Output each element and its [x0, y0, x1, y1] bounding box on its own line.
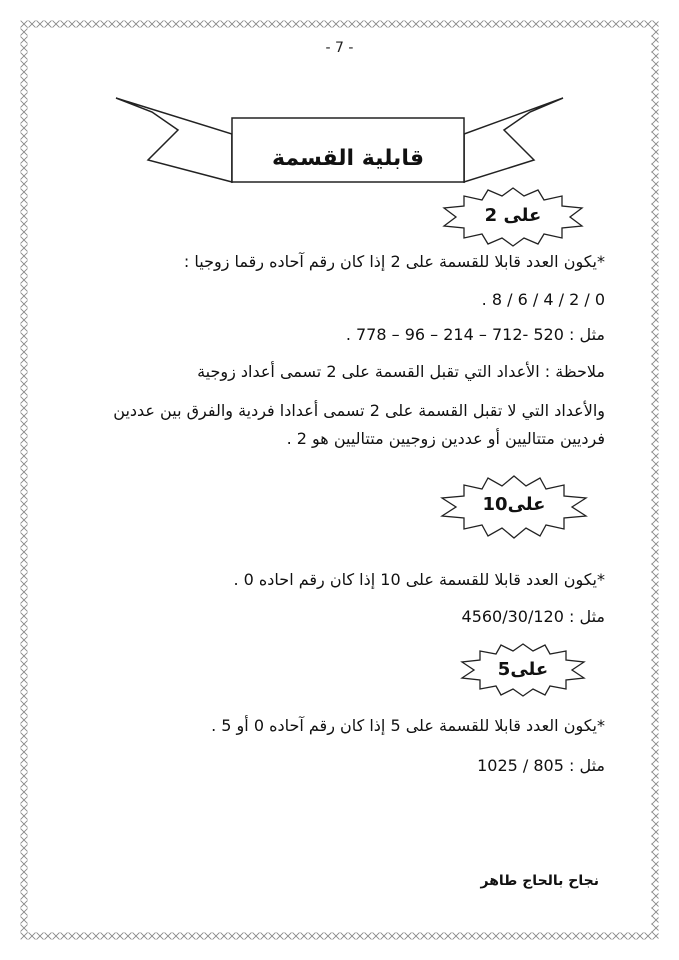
page-number: - 7 -	[325, 40, 354, 56]
rule-div5: *يكون العدد قابلا للقسمة على 5 إذا كان رقم آحاده 0 أو 5 .	[211, 716, 605, 735]
author-signature: نجاح بالحاج طاهر	[480, 873, 599, 889]
even-digits: 0 / 2 / 4 / 6 / 8 .	[481, 290, 605, 309]
example-div10: مثل : 4560/30/120	[461, 607, 605, 626]
section-label-div10: على10	[482, 494, 546, 515]
rule-div10: *يكون العدد قابلا للقسمة على 10 إذا كان رقم احاده 0 .	[233, 570, 605, 589]
example-div5: مثل : 805 / 1025	[477, 756, 605, 775]
note-odd-numbers: والأعداد التي لا تقبل القسمة على 2 تسمى أعدادا فردية والفرق بين عددين فرديين متتاليين أو عددين زوجيين متتاليين هو 2 .	[113, 401, 605, 448]
note-div2: ملاحظة : الأعداد التي تقبل القسمة على 2 تسمى أعداد زوجية	[197, 362, 605, 381]
rule-div2: *يكون العدد قابلا للقسمة على 2 إذا كان رقم آحاده رقما زوجيا :	[183, 252, 605, 271]
example-div2: مثل : 520 -712 – 214 – 96 – 778 .	[345, 325, 605, 344]
section-label-div2: على 2	[484, 205, 542, 226]
page-title: قابلية القسمة	[271, 146, 424, 171]
section-label-div5: على5	[497, 659, 549, 680]
